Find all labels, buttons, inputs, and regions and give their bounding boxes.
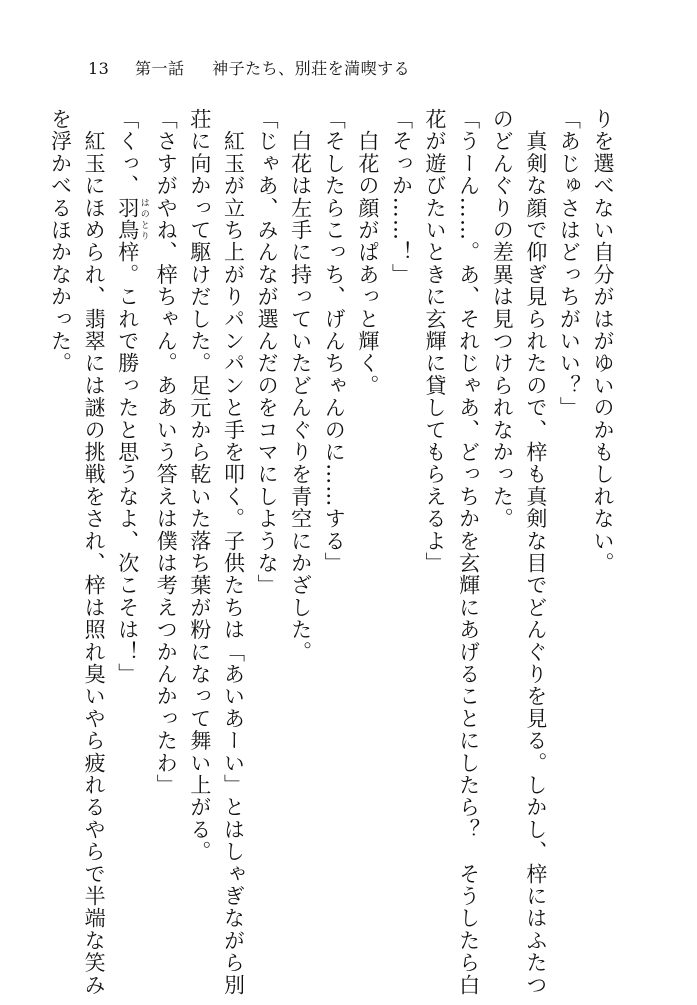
text-column: 「そっか……！」 (389, 108, 414, 286)
text-column: 紅玉にほめられ、翡翠には謎の挑戦をされ、梓は照れ臭いやら疲れるやらで半端な笑み (82, 130, 107, 997)
text-column: りを選べない自分がはがゆいのかもしれない。 (591, 108, 615, 575)
text-column: 「じゃあ、みんなが選んだのをコマにしような」 (255, 108, 280, 597)
text-column: 「あじゅさはどっちがいい？」 (557, 108, 582, 419)
ruby-reading: はのとり (138, 196, 149, 242)
ruby-name (115, 196, 149, 242)
text-column: 「そしたらこっち、げんちゃんのに……する」 (322, 108, 347, 575)
text-column: のどんぐりの差異は見つけられなかった。 (490, 108, 515, 530)
ruby-base: 羽鳥 (115, 196, 140, 242)
text-column: 花が遊びたいときに玄輝に貸してもらえるよ」 (423, 108, 448, 575)
text-column: 白花は左手に持っていたどんぐりを青空にかざした。 (288, 130, 313, 664)
text-column: 「さすがやね、梓ちゃん。ああいう答えは僕は考えつかんかったわ」 (154, 108, 179, 797)
text-column: 真剣な顔で仰ぎ見られたので、梓も真剣な目でどんぐりを見る。しかし、梓にはふたつ (523, 130, 548, 997)
text-column: 「うーん……。あ、それじゃあ、どっちかを玄輝にあげることにしたら？ そうしたら白 (456, 108, 481, 996)
text-segment: 「くっ、 (115, 108, 140, 197)
text-column: 荘に向かって駆けだした。足元から乾いた落ち葉が粉になって舞い上がる。 (187, 108, 212, 863)
text-column: を浮かべるほかなかった。 (48, 108, 73, 375)
chapter-title: 神子たち、別荘を満喫する (212, 59, 411, 78)
text-segment: 梓。これで勝ったと思うなよ、次こそは！」 (115, 241, 140, 686)
text-column: 白花の顔がぱあっと輝く。 (355, 130, 380, 397)
text-column (110, 108, 149, 968)
chapter-label: 第一話 (134, 59, 185, 78)
page-number: 13 (88, 59, 110, 78)
running-header (88, 56, 410, 79)
body-text (48, 108, 619, 997)
text-column: 紅玉が立ち上がりパンパンと手を叩く。子供たちは「あいあーい」とはしゃぎながら別 (221, 130, 246, 997)
